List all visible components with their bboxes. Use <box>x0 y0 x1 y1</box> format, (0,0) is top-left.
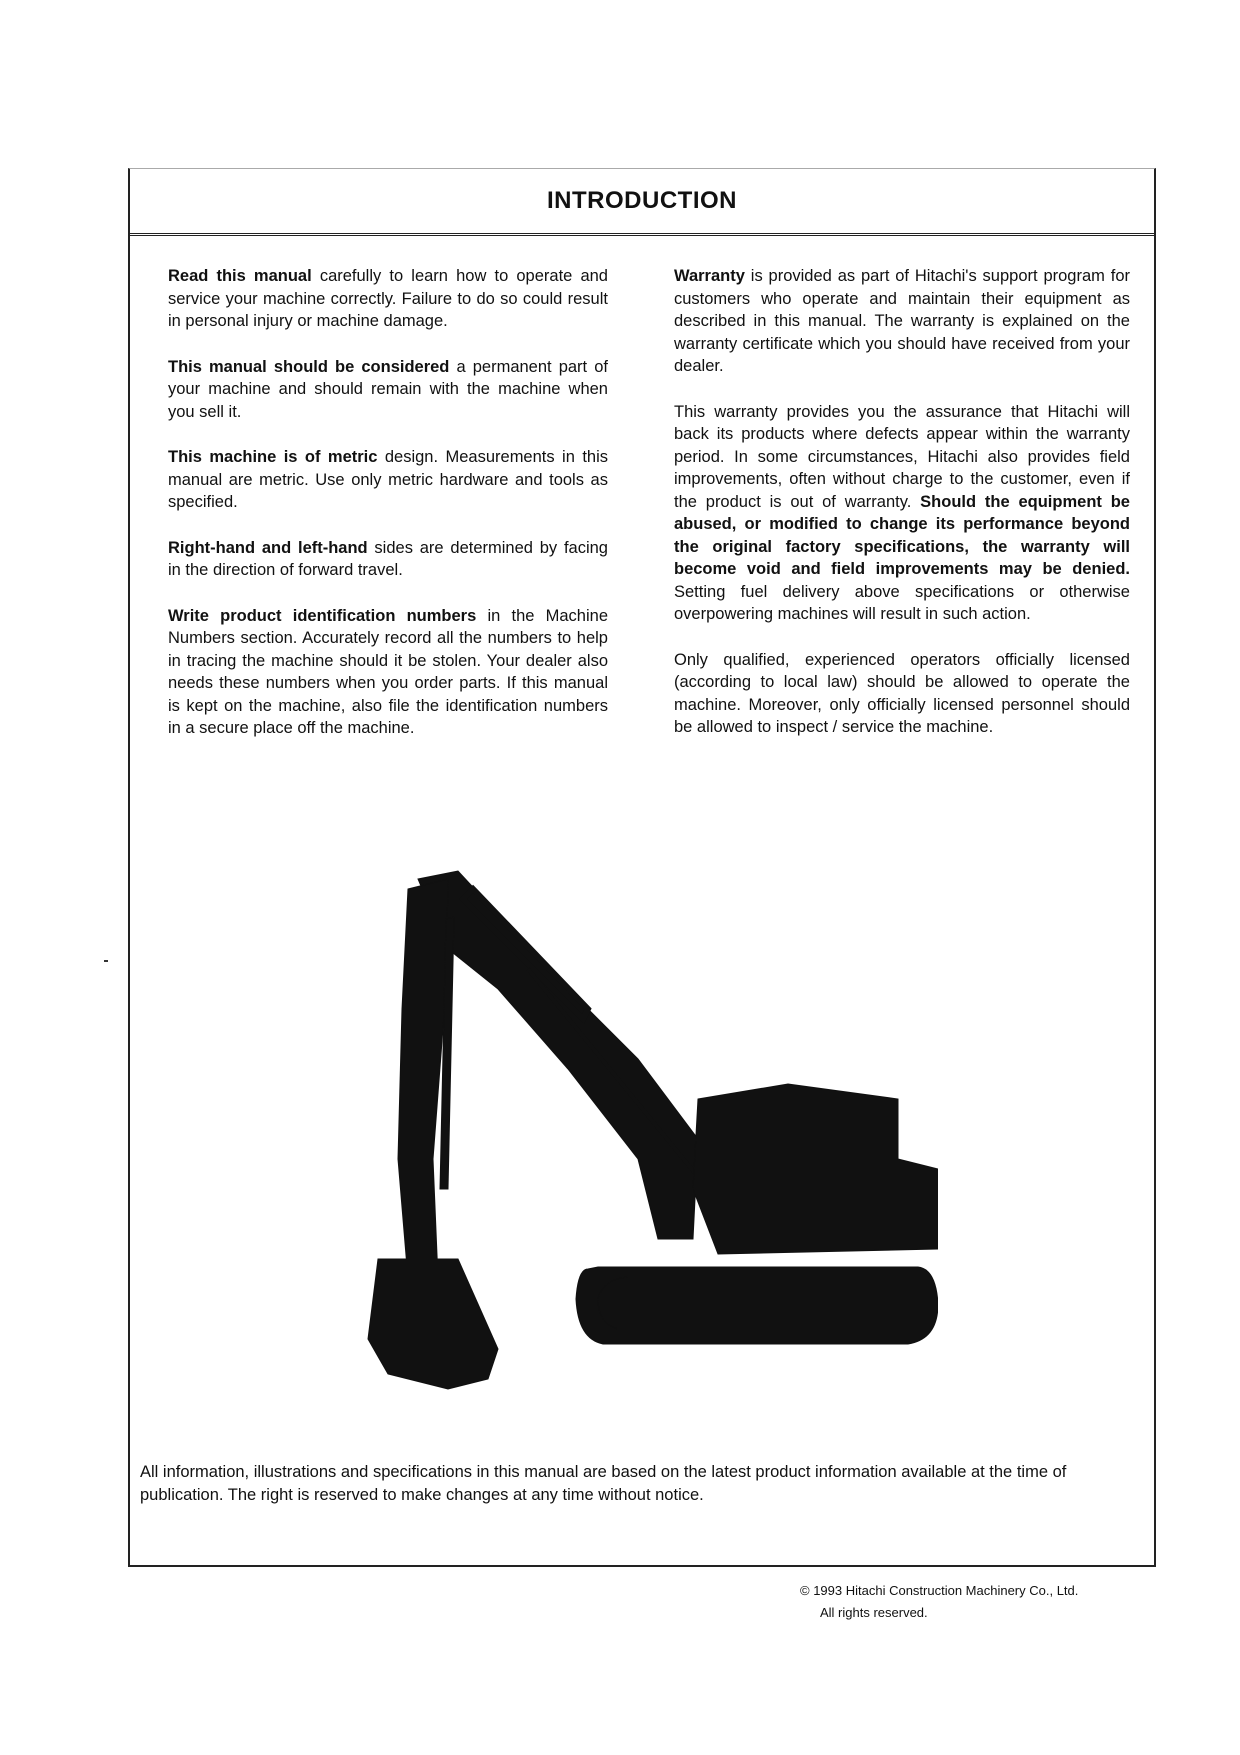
paragraph-warranty <box>674 265 1130 378</box>
excavator-icon <box>298 859 938 1419</box>
copyright-notice <box>800 1580 1160 1624</box>
excavator-arm <box>398 879 448 1279</box>
disclaimer-note: All information, illustrations and specifications in this manual are based on the latest product information available at the time of publication. The right is reserved to make changes at any time without notice. <box>140 1463 1067 1504</box>
paragraph-metric <box>168 446 608 514</box>
paragraph-qualified-operators <box>674 649 1130 739</box>
rights-reserved-line: All rights reserved. <box>820 1605 928 1620</box>
excavator-upper-structure <box>693 1084 938 1254</box>
paragraph-permanent-part <box>168 356 608 424</box>
paragraph-body: Only qualified, experienced operators officially licensed (according to local law) should be allowed to operate the machine. Moreover, only officially licensed personnel should be allowed to inspect / service the machine. <box>674 650 1130 736</box>
paragraph-body: is provided as part of Hitachi's support program for customers who operate and maintain their equipment as described in this manual. The warranty is explained on the warranty certificate which you should have received from your dealer. <box>674 267 1130 375</box>
paragraph-body: Setting fuel delivery above specifications or otherwise overpowering machines will result in such action. <box>674 582 1130 623</box>
paragraph-sides <box>168 537 608 582</box>
page-header <box>130 169 1154 236</box>
right-column <box>674 265 1130 762</box>
excavator-track-front <box>598 1277 658 1329</box>
paragraph-body: in the Machine Numbers section. Accurately record all the numbers to help in tracing the machine should it be stolen. Your dealer also needs these numbers when you order parts. If this manual is kept on the machine, also file the identification numbers in a secure place off the machine. <box>168 606 608 737</box>
paragraph-identification <box>168 605 608 740</box>
paragraph-warranty-assurance <box>674 401 1130 626</box>
page-frame <box>128 168 1156 1567</box>
paragraph-lead: This machine is of metric <box>168 448 378 466</box>
paragraph-lead: Write product identification numbers <box>168 606 477 625</box>
paragraph-emphasis: Should the equipment be abused, or modified to change its performance beyond the original factory specifications, the warranty will become void and field improvements may be denied. <box>674 492 1130 578</box>
paragraph-lead: Read this manual <box>168 267 312 285</box>
margin-mark <box>104 960 108 962</box>
paragraph-body: a permanent part of your machine and should remain with the machine when you sell it. <box>168 357 608 421</box>
paragraph-lead: Warranty <box>674 267 745 285</box>
paragraph-read-manual <box>168 265 608 333</box>
paragraph-body: carefully to learn how to operate and service your machine correctly. Failure to do so could result in personal injury or machine damage. <box>168 267 608 330</box>
excavator-bucket <box>368 1259 498 1389</box>
excavator-boom-hose <box>528 969 708 1189</box>
paragraph-body: This warranty provides you the assurance that Hitachi will back its products where defects appear within the warranty period. In some circumstances, Hitachi also provides field improvements, often without charge to the customer, even if the product is out of warranty. <box>674 402 1130 511</box>
page-title: INTRODUCTION <box>547 187 737 214</box>
paragraph-lead: This manual should be considered <box>168 357 450 376</box>
paragraph-body: sides are determined by facing in the direction of forward travel. <box>168 538 608 579</box>
excavator-boom <box>418 871 698 1239</box>
copyright-line: © 1993 Hitachi Construction Machinery Co., Ltd. <box>800 1583 1079 1598</box>
paragraph-body: design. Measurements in this manual are metric. Use only metric hardware and tools as specified. <box>168 448 608 511</box>
paragraph-lead: Right-hand and left-hand <box>168 538 368 557</box>
left-column <box>168 265 608 763</box>
